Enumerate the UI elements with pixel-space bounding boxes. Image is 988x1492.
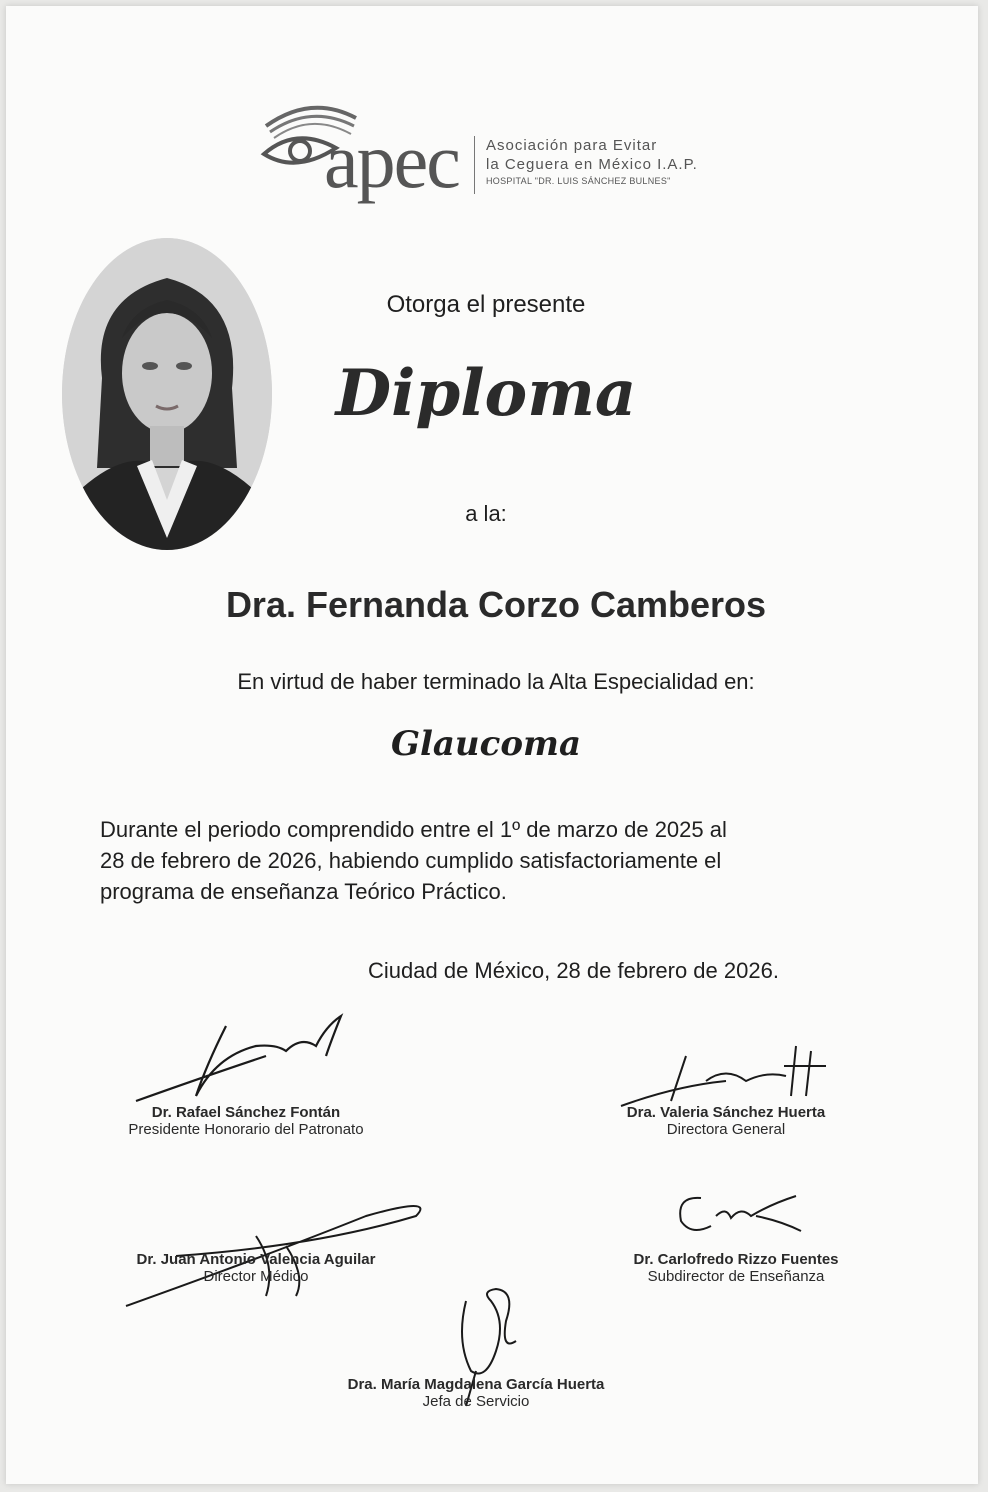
- signatory-name: Dra. María Magdalena García Huerta: [347, 1376, 605, 1393]
- signatory-block: [76, 1251, 436, 1285]
- reason-text: En virtud de haber terminado la Alta Especialidad en:: [237, 669, 755, 694]
- signatory-role: Director Médico: [203, 1268, 309, 1285]
- place-date: Ciudad de México, 28 de febrero de 2026.: [368, 958, 779, 983]
- signatory-block: [586, 1104, 866, 1138]
- period-line: Durante el periodo comprendido entre el 1º de marzo de 2025 al: [100, 817, 727, 842]
- signatory-block: [76, 1104, 416, 1138]
- signatory-role: Directora General: [666, 1121, 786, 1138]
- apec-logo: [256, 96, 716, 206]
- signatory-role: Jefa de Servicio: [422, 1393, 530, 1410]
- signature-scribble: [126, 996, 366, 1116]
- period-line: programa de enseñanza Teórico Práctico.: [100, 879, 507, 904]
- specialty-name: Glaucoma: [390, 724, 582, 764]
- signature-scribble: [671, 1186, 821, 1246]
- signatory-name: Dr. Carlofredo Rizzo Fuentes: [633, 1251, 839, 1268]
- hospital-name: HOSPITAL "DR. LUIS SÁNCHEZ BULNES": [486, 176, 671, 186]
- signatory-role: Presidente Honorario del Patronato: [128, 1121, 364, 1138]
- org-name-line1: Asociación para Evitar: [486, 137, 658, 154]
- period-line: 28 de febrero de 2026, habiendo cumplido satisfactoriamente el: [100, 848, 722, 873]
- signatory-block: [296, 1376, 656, 1410]
- logo-wordmark: apec: [324, 117, 459, 204]
- portrait-image: [62, 238, 272, 550]
- org-name-line2: la Ceguera en México I.A.P.: [486, 156, 698, 173]
- signatory-name: Dra. Valeria Sánchez Huerta: [626, 1104, 826, 1121]
- logo-org-text: [486, 136, 698, 188]
- signatory-name: Dr. Rafael Sánchez Fontán: [151, 1104, 341, 1121]
- period-paragraph: [100, 814, 880, 907]
- intro-text: Otorga el presente: [386, 291, 586, 318]
- diploma-title: Diploma: [335, 356, 637, 431]
- signatory-name: Dr. Juan Antonio Valencia Aguilar: [136, 1251, 376, 1268]
- signatory-role: Subdirector de Enseñanza: [647, 1268, 825, 1285]
- diploma-page: [6, 6, 978, 1484]
- signatory-block: [586, 1251, 886, 1285]
- to-label: a la:: [465, 501, 507, 526]
- logo-divider: [474, 136, 475, 194]
- recipient-name: Dra. Fernanda Corzo Camberos: [225, 584, 767, 625]
- recipient-photo: [62, 238, 272, 550]
